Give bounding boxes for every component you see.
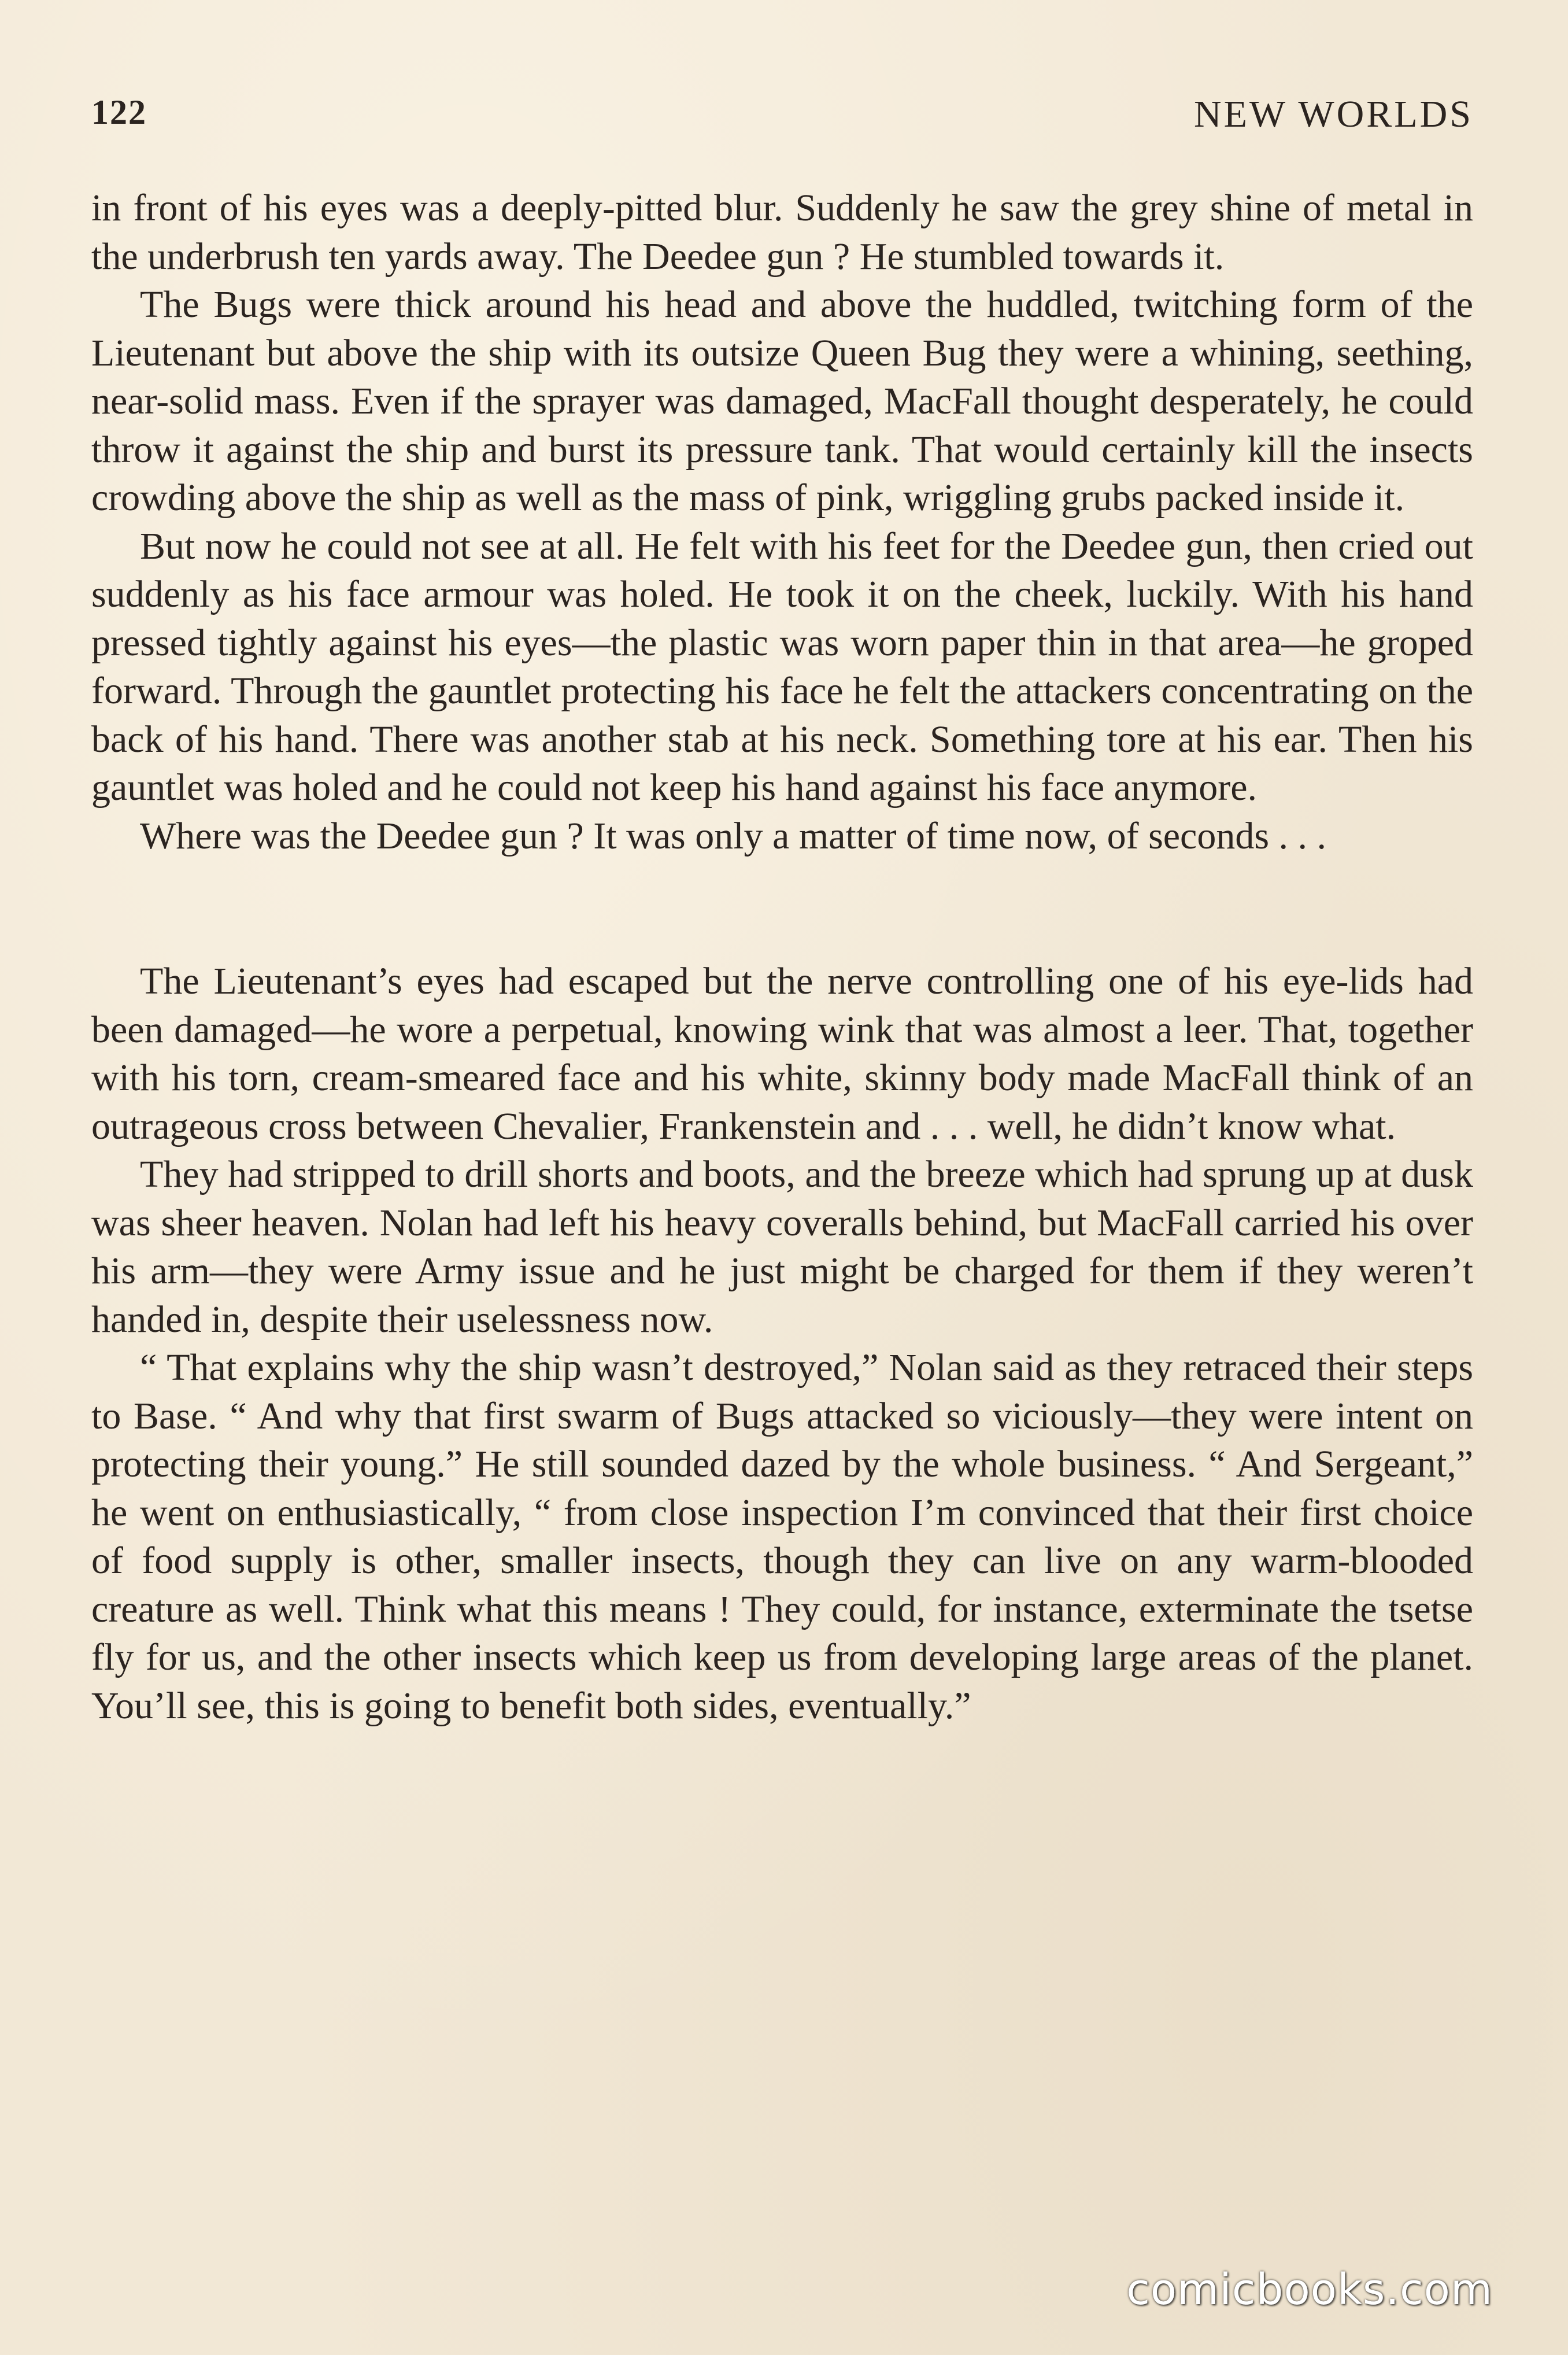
- body-text: [91, 184, 1473, 1730]
- text-section: [91, 184, 1473, 860]
- paragraph: in front of his eyes was a deeply-pitted blur. Suddenly he saw the grey shine of metal in the underbrush ten yards away. The Deedee gun ? He stumbled towards it.: [91, 187, 1473, 278]
- page-header: [91, 93, 1473, 150]
- paragraph: The Lieutenant’s eyes had escaped but the nerve controlling one of his eye-lids had been damaged—he wore a perpetual, knowing wink that was almost a leer. That, together with his torn, cream-smeared face and his white, skinny body made MacFall think of an outrageous cross between Chevalier, Frankenstein and . . . well, he didn’t know what.: [91, 960, 1473, 1147]
- paragraph: Where was the Deedee gun ? It was only a matter of time now, of seconds . . .: [140, 814, 1327, 857]
- site-watermark: comicbooks.com: [1126, 2265, 1493, 2315]
- paragraph: But now he could not see at all. He felt with his feet for the Deedee gun, then cried out suddenly as his face armour was holed. He took it on the cheek, luckily. With his hand pressed tightly against his eyes—the plastic was worn paper thin in that area—he groped forward. Through the gauntlet protecting his face he felt the attackers concentrating on the back of his hand. There was another stab at his neck. Something tore at his ear. Then his gauntlet was holed and he could not keep his hand against his face anymore.: [91, 525, 1473, 809]
- paragraph: The Bugs were thick around his head and above the huddled, twitching form of the Lieutenant but above the ship with its outsize Queen Bug they were a whining, seething, near-solid mass. Even if the sprayer was damaged, MacFall thought desperately, he could throw it against the ship and burst its pressure tank. That would certainly kill the insects crowding above the ship as well as the mass of pink, wriggling grubs packed inside it.: [91, 283, 1473, 519]
- running-head: NEW WORLDS: [1193, 93, 1473, 135]
- paragraph: They had stripped to drill shorts and boots, and the breeze which had sprung up at dusk was sheer heaven. Nolan had left his heavy coveralls behind, but MacFall carried his over his arm—they were Army issue and he just might be charged for them if they weren’t handed in, despite their uselessness now.: [91, 1153, 1473, 1341]
- text-section: [91, 957, 1473, 1730]
- paragraph: “ That explains why the ship wasn’t destroyed,” Nolan said as they retraced their steps to Base. “ And why that first swarm of Bugs attacked so viciously—they were intent on protecting their young.” He still sounded dazed by the whole business. “ And Sergeant,” he went on enthusiastically, “ from close inspection I’m convinced that their first choice of food supply is other, smaller insects, though they can live on any warm-blooded creature as well. Think what this means ! They could, for instance, exterminate the tsetse fly for us, and the other insects which keep us from developing large areas of the planet. You’ll see, this is going to benefit both sides, eventually.”: [91, 1346, 1473, 1727]
- page-number: 122: [91, 93, 147, 131]
